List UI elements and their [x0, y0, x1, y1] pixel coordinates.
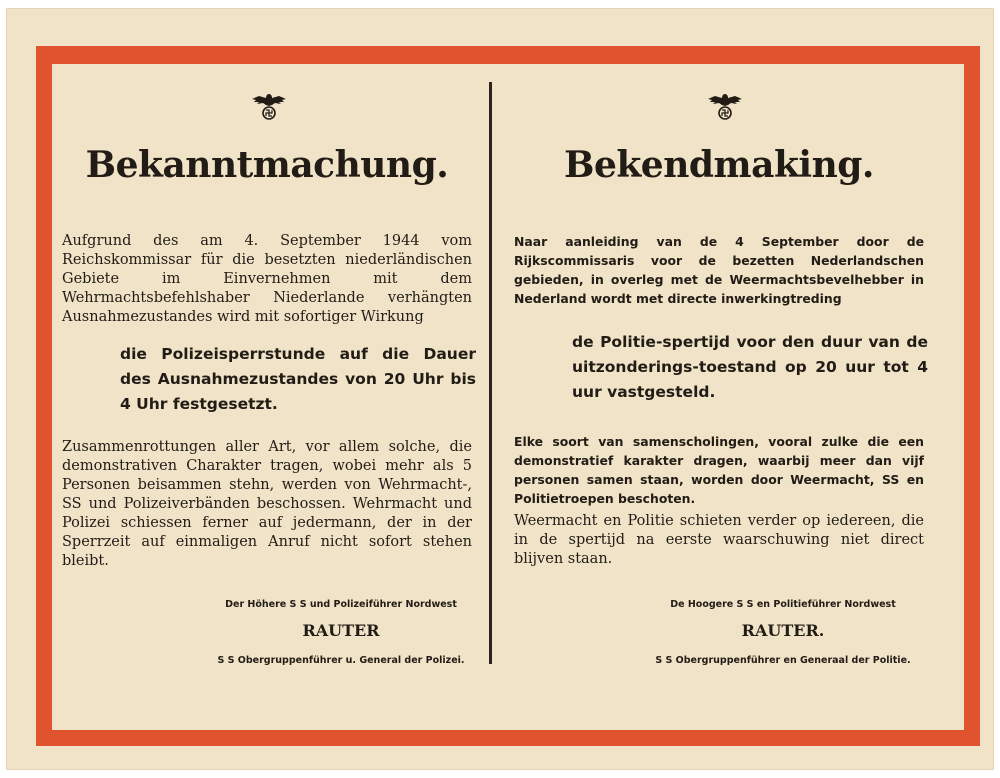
german-body-paragraph: Zusammenrottungen aller Art, vor allem solche, die demonstrativen Charakter tragen, wobei mehr als 5 Personen beisammen stehn, werden von Wehrmacht-, SS und Polizeiverbänden beschossen. Wehrmacht und Polizei schiessen ferner auf jedermann, der in der Sperrzeit auf einmaligen Anruf nicht sofort stehen bleibt.: [62, 439, 472, 569]
german-signatory-name: RAUTER: [302, 621, 380, 640]
column-divider: [489, 82, 492, 664]
dutch-body-paragraph-continued: Weermacht en Politie schieten verder op iedereen, die in de spertijd na eerste waarschuwing niet direct blijven staan.: [514, 513, 924, 567]
dutch-title: Bekendmaking.: [564, 144, 874, 186]
dutch-signatory-rank: S S Obergruppenführer en Generaal der Politie.: [655, 655, 911, 666]
eagle-emblem-icon: [250, 90, 288, 124]
german-decree: die Polizeisperrstunde auf die Dauer des Ausnahmezustandes von 20 Uhr bis 4 Uhr festgesetzt.: [120, 345, 476, 413]
dutch-signatory-name: RAUTER.: [741, 621, 825, 640]
dutch-decree: de Politie-spertijd voor den duur van de uitzonderings-toestand op 20 uur tot 4 uur vastgesteld.: [572, 333, 928, 401]
dutch-intro-paragraph: Naar aanleiding van de 4 September door de Rijkscommissaris voor de bezetten Nederlandschen gebieden, in overleg met de Weermachtsbevelhebber in Nederland wordt met directe inwerkingtreding: [514, 234, 924, 306]
german-signatory-rank: S S Obergruppenführer u. General der Polizei.: [217, 655, 465, 666]
german-title: Bekanntmachung.: [85, 144, 449, 186]
german-intro-paragraph: Aufgrund des am 4. September 1944 vom Reichskommissar für die besetzten niederländischen Gebiete im Einvernehmen mit dem Wehrmachtsbefehlshaber Niederlande verhängten Ausnahmezustandes wird mit sofortiger Wirkung: [62, 233, 472, 325]
german-signatory-title: Der Höhere S S und Polizeiführer Nordwest: [225, 599, 457, 610]
eagle-emblem-icon: [706, 90, 744, 124]
dutch-signatory-title: De Hoogere S S en Politieführer Nordwest: [670, 599, 896, 610]
dutch-body-paragraph: Elke soort van samenscholingen, vooral zulke die een demonstratief karakter dragen, waarbij meer dan vijf personen samen staan, worden door Weermacht, SS en Politietroepen beschoten.: [514, 434, 924, 506]
